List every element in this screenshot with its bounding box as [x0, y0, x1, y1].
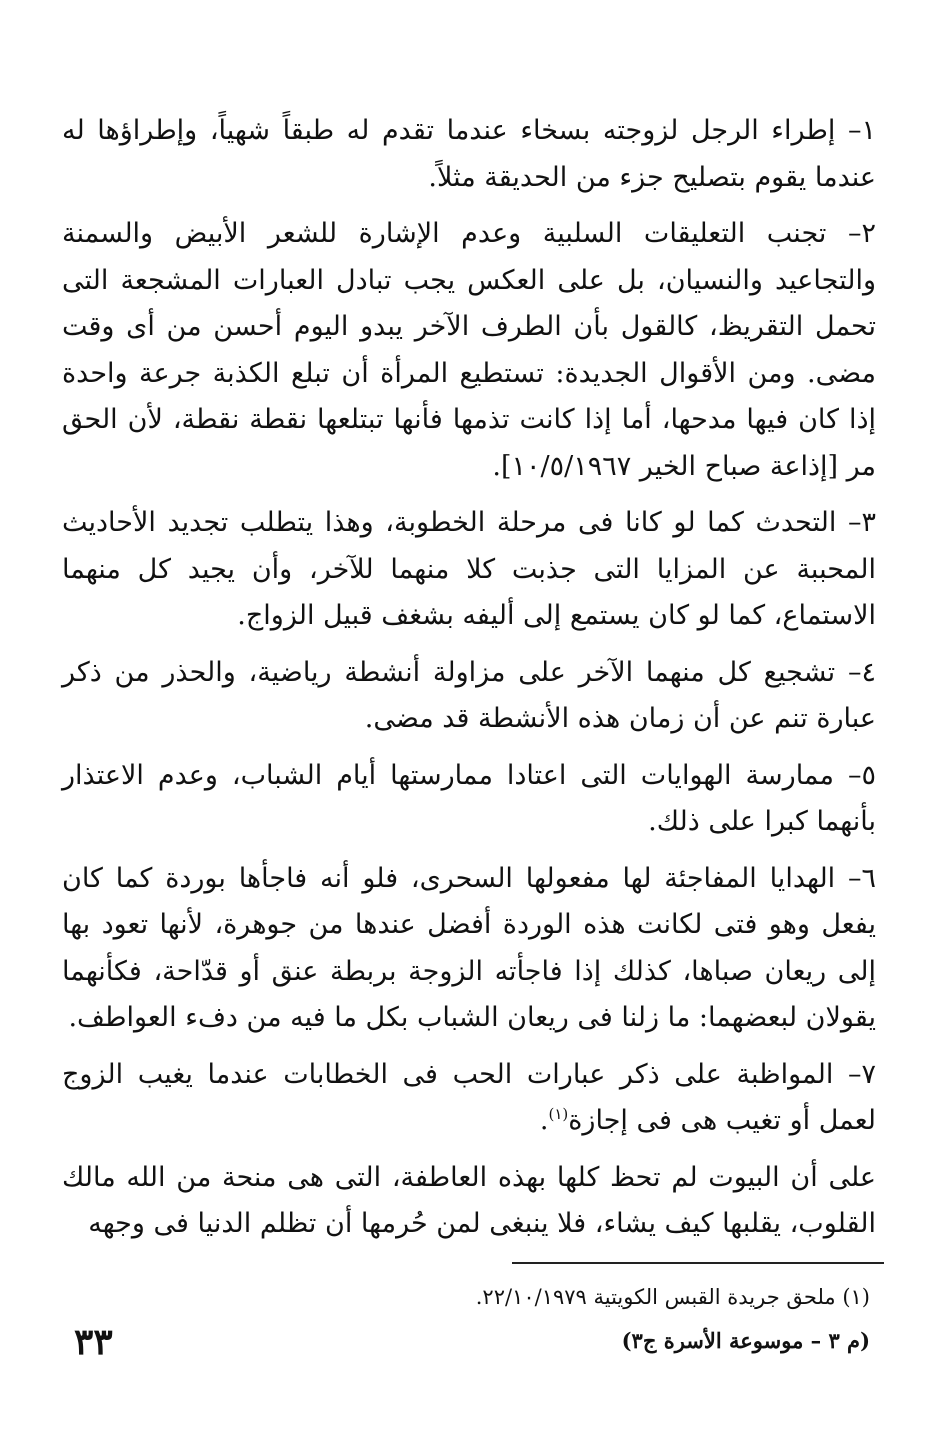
footnote-divider: [512, 1262, 884, 1264]
paragraph-4: ٤– تشجيع كل منهما الآخر على مزاولة أنشطة رياضية، والحذر من ذكر عبارة تنم عن أن زمان هذه الأنشطة قد مضى.: [62, 656, 876, 734]
paragraph-8: على أن البيوت لم تحظ كلها بهذه العاطفة، التى هى منحة من الله مالك القلوب، يقلبها كيف يشاء، فلا ينبغى لمن حُرمها أن تظلم الدنيا فى وجهه: [62, 1161, 876, 1239]
paragraph-7-text: ٧– المواظبة على ذكر عبارات الحب فى الخطابات عندما يغيب الزوج لعمل أو تغيب هى فى إجازة: [62, 1058, 876, 1136]
footnote-reference: (١): [548, 1105, 569, 1123]
signature-mark: (م ٣ – موسوعة الأسرة ج٣): [621, 1328, 870, 1353]
paragraph-7: [62, 1052, 876, 1145]
page-number: ٣٣: [74, 1321, 113, 1363]
page-footer: [62, 1321, 870, 1366]
footnote: (١) ملحق جريدة القبس الكويتية ٢٢/١٠/١٩٧٩.: [475, 1285, 870, 1309]
paragraph-3: ٣– التحدث كما لو كانا فى مرحلة الخطوبة، وهذا يتطلب تجديد الأحاديث المحببة عن المزايا التى جذبت كلا منهما للآخر، وأن يجيد كل منهما الاستماع، كما لو كان يستمع إلى أليفه بشغف قبيل الزواج.: [62, 507, 876, 631]
paragraph-7-end: .: [539, 1105, 549, 1136]
paragraph-5: ٥– ممارسة الهوايات التى اعتادا ممارستها أيام الشباب، وعدم الاعتذار بأنهما كبرا على ذلك.: [62, 759, 876, 837]
paragraph-1: ١– إطراء الرجل لزوجته بسخاء عندما تقدم له طبقاً شهياً، وإطراؤها له عندما يقوم بتصليح جزء من الحديقة مثلاً.: [62, 115, 876, 193]
page-body: [62, 108, 876, 1258]
paragraph-6: ٦– الهدايا المفاجئة لها مفعولها السحرى، فلو أنه فاجأها بوردة كما كان يفعل وهو فتى لكانت هذه الوردة أفضل عندها من جوهرة، لأنها تعود بها إلى ريعان صباها، كذلك إذا فاجأته الزوجة بربطة عنق أو قدّاحة، فكأنهما يقولان لبعضهما: ما زلنا فى ريعان الشباب بكل ما فيه من دفء العواطف.: [62, 862, 876, 1033]
paragraph-2: ٢– تجنب التعليقات السلبية وعدم الإشارة للشعر الأبيض والسمنة والتجاعيد والنسيان، بل على العكس يجب تبادل العبارات المشجعة التى تحمل التقريظ، كالقول بأن الطرف الآخر يبدو اليوم أحسن من أى وقت مضى. ومن الأقوال الجديدة: تستطيع المرأة أن تبلع الكذبة جرعة واحدة إذا كان فيها مدحها، أما إذا كانت تذمها فأنها تبتلعها نقطة نقطة، لأن الحق مر [إذاعة صباح الخير ١٠/٥/١٩٦٧].: [62, 218, 876, 482]
